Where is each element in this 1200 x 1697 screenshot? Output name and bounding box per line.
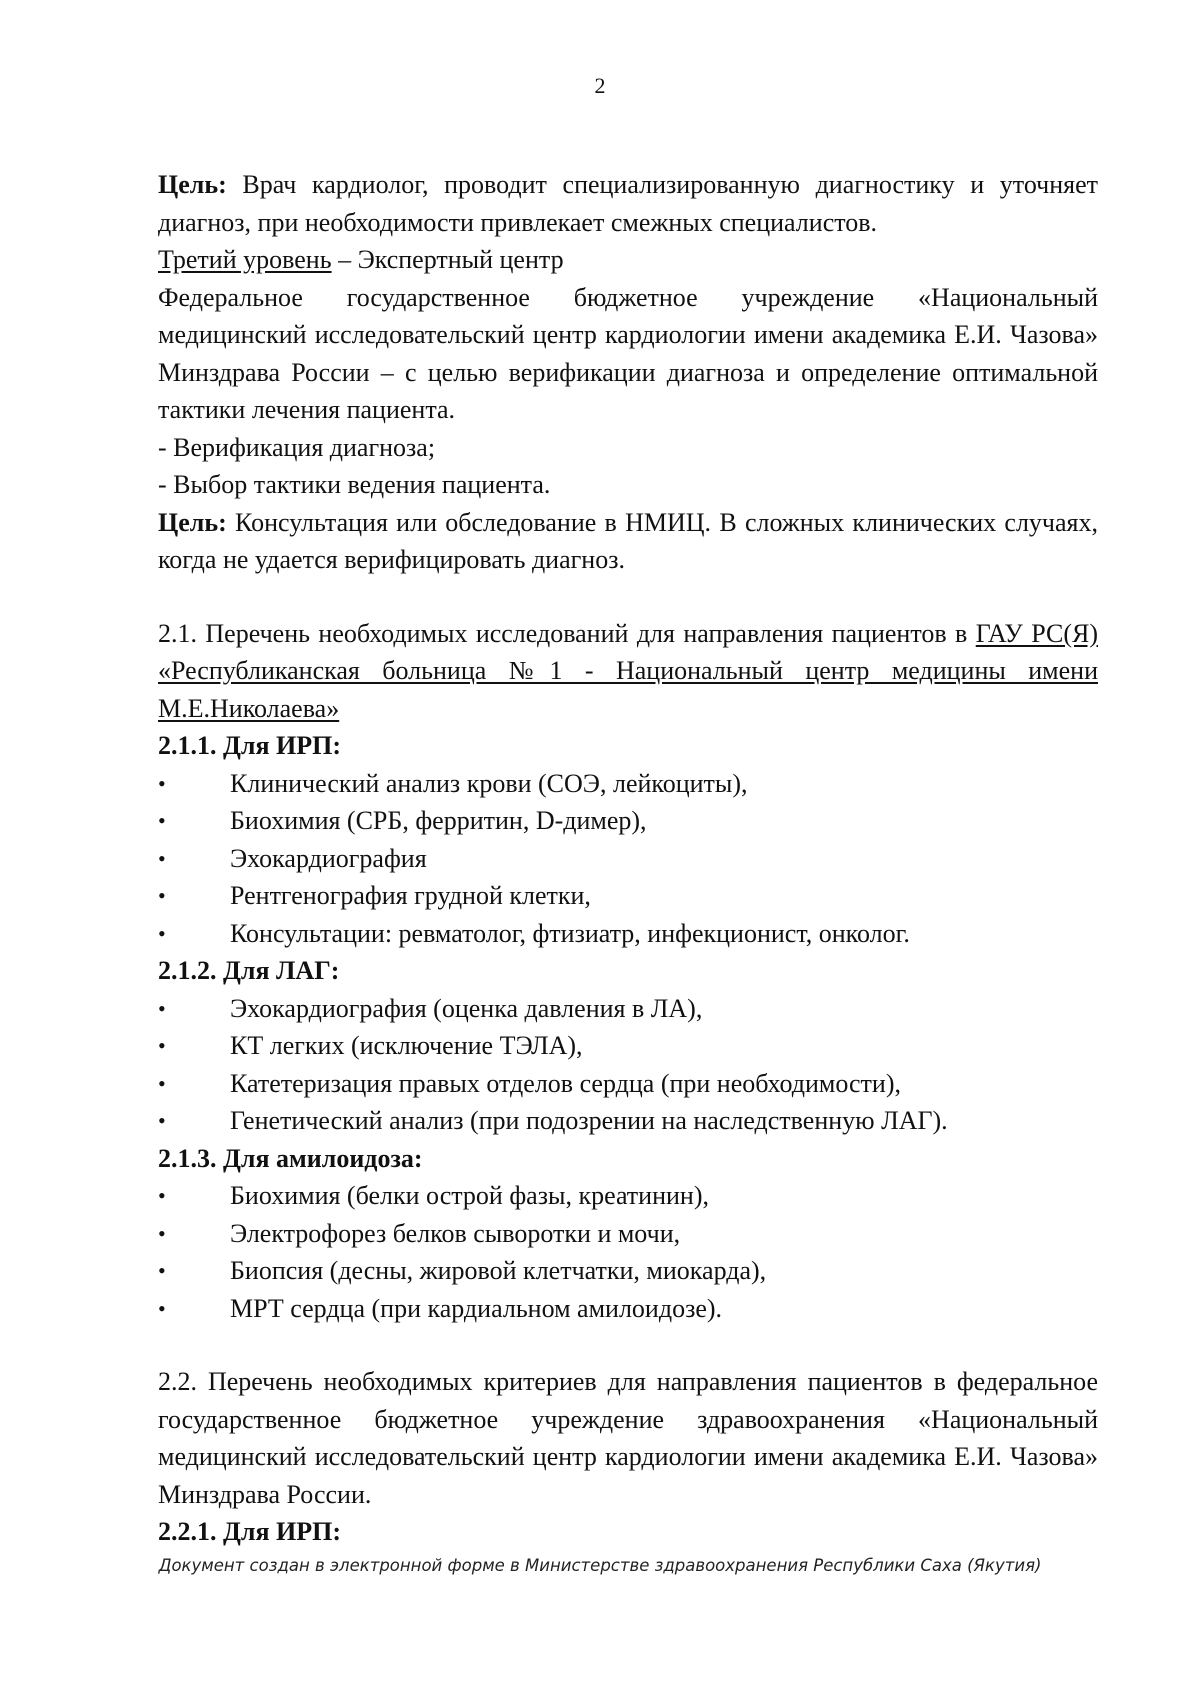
goal-text: Врач кардиолог, проводит специализированную диагностику и уточняет диагноз, при необходимости привлекает смежных специалистов. <box>158 170 1098 237</box>
section-2-1-2-list <box>158 990 1098 1140</box>
goal-label: Цель: <box>158 170 227 199</box>
section-2-2-paragraph: 2.2. Перечень необходимых критериев для направления пациентов в федеральное государственное бюджетное учреждение здравоохранения «Национальный медицинский исследовательский центр кардиологии имени академика Е.И. Чазова» Минздрава России. <box>158 1367 1098 1509</box>
federal-center-paragraph: Федеральное государственное бюджетное учреждение «Национальный медицинский исследовательский центр кардиологии имени академика Е.И. Чазова» Минздрава России – с целью верификации диагноза и определение оптимальной тактики лечения пациента. <box>158 282 1098 424</box>
list-item: • Консультации: ревматолог, фтизиатр, инфекционист, онколог. <box>158 915 1098 953</box>
goal-label: Цель: <box>158 507 227 537</box>
level-3-paragraph <box>158 241 1098 279</box>
goal-paragraph-1 <box>158 166 1098 241</box>
list-item: • Эхокардиография <box>158 840 1098 878</box>
tactic-line: - Выбор тактики ведения пациента. <box>158 470 551 499</box>
section-2-1-1-list <box>158 765 1098 953</box>
level-3-suffix: – Экспертный центр <box>331 245 564 274</box>
spacer <box>158 1327 1098 1363</box>
section-2-1-prefix: 2.1. Перечень необходимых исследований для направления пациентов в <box>158 618 976 648</box>
spacer <box>158 579 1098 615</box>
electronic-document-footer: Документ создан в электронной форме в Министерстве здравоохранения Республики Саха (Якутия) <box>158 1556 1042 1575</box>
section-2-1-institution: ГАУ РС(Я) «Республиканская больница №1 - Национальный центр медицины имени М.Е.Николаева» <box>158 618 1098 723</box>
section-2-1-3-list <box>158 1177 1098 1327</box>
list-item: • КТ легких (исключение ТЭЛА), <box>158 1027 1098 1065</box>
section-2-1-3-heading: 2.1.3. Для амилоидоза: <box>158 1143 423 1173</box>
section-2-1-paragraph <box>158 615 1098 728</box>
goal-paragraph-2 <box>158 504 1098 579</box>
list-item: • Клинический анализ крови (СОЭ, лейкоциты), <box>158 765 1098 803</box>
document-body <box>158 166 1098 1551</box>
section-2-1-2-heading: 2.1.2. Для ЛАГ: <box>158 956 340 985</box>
section-2-2-1-heading: 2.2.1. Для ИРП: <box>158 1517 342 1546</box>
list-item: • МРТ сердца (при кардиальном амилоидозе). <box>158 1290 1098 1328</box>
list-item: • Катетеризация правых отделов сердца (при необходимости), <box>158 1065 1098 1103</box>
verification-line: - Верификация диагноза; <box>158 432 436 462</box>
goal-text: Консультация или обследование в НМИЦ. В сложных клинических случаях, когда не удается верифицировать диагноз. <box>158 507 1098 574</box>
list-item: • Биопсия (десны, жировой клетчатки, миокарда), <box>158 1252 1098 1290</box>
page-number: 2 <box>594 73 606 98</box>
section-2-1-1-heading: 2.1.1. Для ИРП: <box>158 731 342 760</box>
list-item: • Электрофорез белков сыворотки и мочи, <box>158 1215 1098 1253</box>
list-item: • Биохимия (СРБ, ферритин, D-димер), <box>158 802 1098 840</box>
list-item: • Биохимия (белки острой фазы, креатинин), <box>158 1177 1098 1215</box>
list-item: • Эхокардиография (оценка давления в ЛА), <box>158 990 1098 1028</box>
level-3-title: Третий уровень <box>158 245 332 274</box>
list-item: • Рентгенография грудной клетки, <box>158 877 1098 915</box>
list-item: • Генетический анализ (при подозрении на наследственную ЛАГ). <box>158 1102 1098 1140</box>
